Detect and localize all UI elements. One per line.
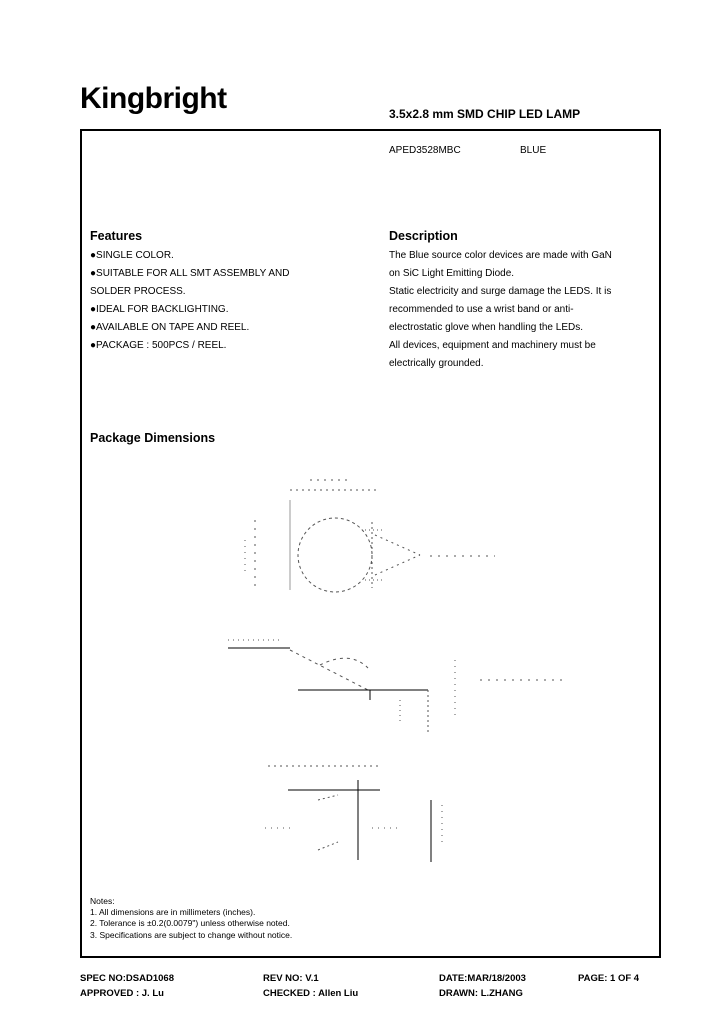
emitted-color: BLUE	[520, 145, 547, 156]
features-heading: Features	[90, 229, 143, 243]
feature-item: ●AVAILABLE ON TAPE AND REEL.	[90, 322, 250, 333]
note-item: 2. Tolerance is ±0.2(0.0079") unless otherwise noted.	[90, 918, 290, 929]
feature-item: ●PACKAGE : 500PCS / REEL.	[90, 340, 227, 351]
feature-item: ●SINGLE COLOR.	[90, 250, 174, 261]
description-line: The Blue source color devices are made with GaN	[389, 250, 612, 261]
notes-title: Notes:	[90, 896, 115, 906]
approved-by: APPROVED : J. Lu	[80, 988, 164, 999]
description-line: electrically grounded.	[389, 358, 484, 369]
description-line: electrostatic glove when handling the LEDs.	[389, 322, 584, 333]
top-view-drawing	[245, 480, 495, 592]
spec-number: SPEC NO:DSAD1068	[80, 973, 174, 984]
note-item: 3. Specifications are subject to change without notice.	[90, 929, 293, 940]
description-heading: Description	[389, 229, 458, 243]
feature-item: ●IDEAL FOR BACKLIGHTING.	[90, 304, 229, 315]
feature-item: SOLDER PROCESS.	[90, 286, 186, 297]
note-item: 1. All dimensions are in millimeters (inches).	[90, 907, 256, 918]
drawn-by: DRAWN: L.ZHANG	[439, 988, 523, 999]
brand-logo: Kingbright	[80, 82, 227, 115]
page-number: PAGE: 1 OF 4	[578, 973, 640, 984]
description-line: Static electricity and surge damage the LEDS. It is	[389, 286, 612, 297]
side-view-drawing	[228, 640, 565, 735]
package-dimensions-heading: Package Dimensions	[90, 431, 216, 445]
document-date: DATE:MAR/18/2003	[439, 973, 526, 984]
feature-item: ●SUITABLE FOR ALL SMT ASSEMBLY AND	[90, 268, 290, 279]
checked-by: CHECKED : Allen Liu	[263, 988, 359, 999]
bottom-view-drawing	[265, 766, 442, 862]
part-number: APED3528MBC	[389, 145, 461, 156]
description-line: All devices, equipment and machinery must be	[389, 340, 596, 351]
notes-block	[90, 896, 292, 941]
document-title: 3.5x2.8 mm SMD CHIP LED LAMP	[389, 107, 581, 121]
revision-number: REV NO: V.1	[263, 973, 319, 984]
description-line: on SiC Light Emitting Diode.	[389, 268, 515, 279]
description-line: recommended to use a wrist band or anti-	[389, 304, 574, 315]
